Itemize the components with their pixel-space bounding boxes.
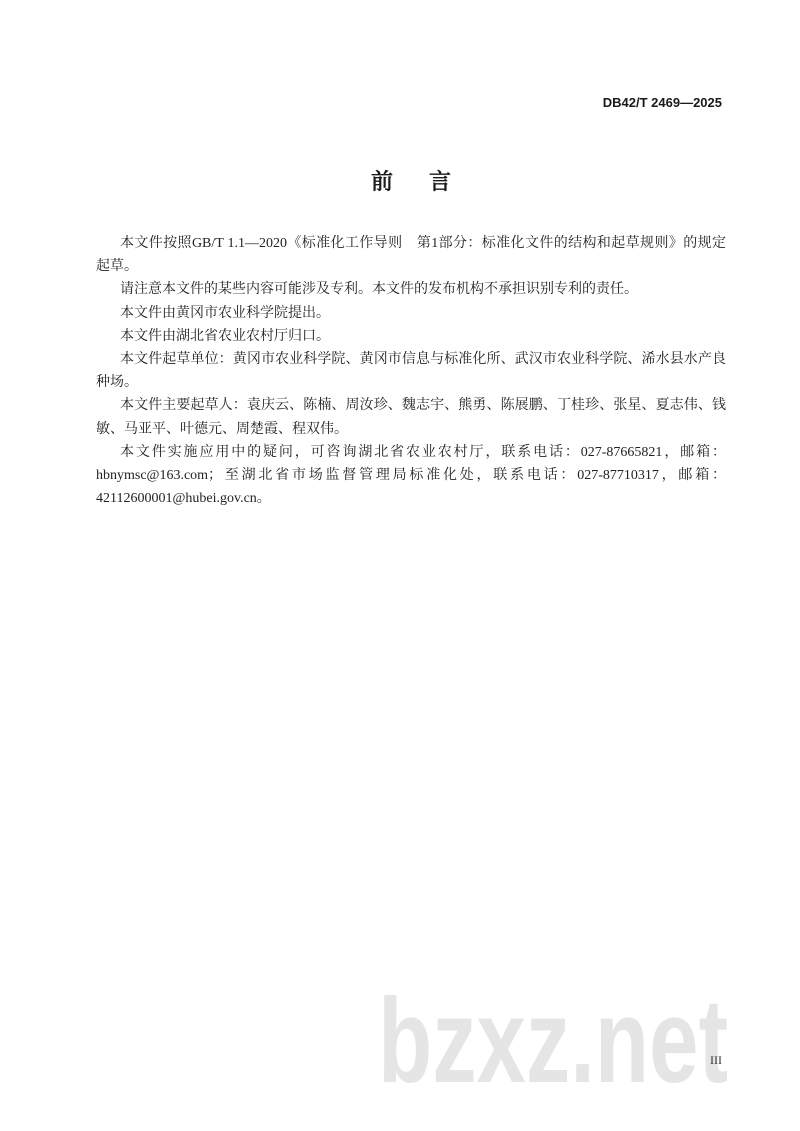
paragraph-drafting-units: [96, 348, 726, 394]
text-line: 起草。: [96, 259, 138, 275]
text-line: 种场。: [96, 375, 138, 391]
text-line: 本文件起草单位：黄冈市农业科学院、黄冈市信息与标准化所、武汉市农业科学院、浠水县水产良: [120, 351, 726, 367]
page-number: III: [710, 1053, 722, 1067]
text-line: 敏、马亚平、叶德元、周楚霞、程双伟。: [96, 421, 348, 437]
text-line: 42112600001@hubei.gov.cn。: [96, 491, 271, 507]
paragraph-administrator: [96, 325, 726, 348]
standard-code: DB42/T 2469—2025: [602, 95, 722, 110]
text-line: 本文件由湖北省农业农村厅归口。: [120, 328, 330, 344]
paragraph-drafting-rules: [96, 232, 726, 278]
text-line: 本文件按照GB/T 1.1—2020《标准化工作导则 第1部分：标准化文件的结构和起草规则》的规定: [120, 236, 726, 251]
text-line: 本文件由黄冈市农业科学院提出。: [120, 305, 330, 321]
text-line: hbnymsc@163.com；至湖北省市场监督管理局标准化处，联系电话：027-87710317，邮箱：: [96, 467, 726, 483]
text-line: 请注意本文件的某些内容可能涉及专利。本文件的发布机构不承担识别专利的责任。: [120, 282, 638, 298]
paragraph-drafters: [96, 394, 726, 440]
site-watermark: [376, 982, 732, 1092]
paragraph-proposer: [96, 302, 726, 325]
paragraph-patent-notice: [96, 278, 726, 301]
page-title: 前 言: [370, 170, 458, 195]
foreword-body: [96, 232, 726, 510]
watermark-text: bzxz.net: [378, 982, 728, 1092]
text-line: 本文件实施应用中的疑问，可咨询湖北省农业农村厅，联系电话：027-87665821，邮箱：: [120, 444, 726, 460]
paragraph-contact-info: [96, 441, 726, 511]
text-line: 本文件主要起草人：袁庆云、陈楠、周汝珍、魏志宇、熊勇、陈展鹏、丁桂珍、张星、夏志伟、钱: [120, 398, 726, 414]
